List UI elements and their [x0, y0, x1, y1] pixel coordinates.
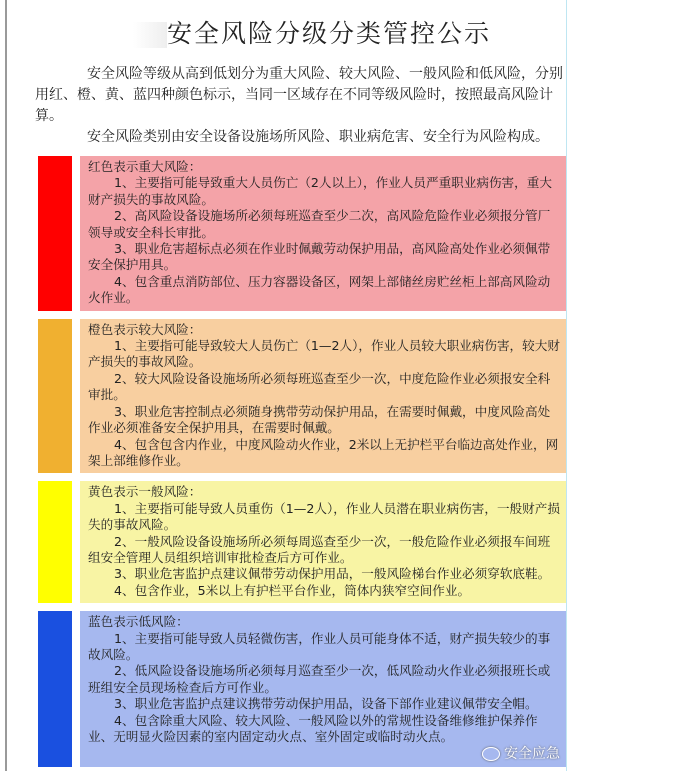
intro-paragraph-levels: 安全风险等级从高到低划分为重大风险、较大风险、一般风险和低风险，分别用红、橙、黄、蓝四种颜色标示，当同一区域存在不同等级风险时，按照最高风险计算。: [35, 66, 563, 124]
watermark: [88, 745, 560, 763]
orange-color-bar: [38, 319, 72, 474]
section-heading: 红色表示重大风险：: [88, 159, 202, 174]
watermark-text: 安全应急: [504, 746, 560, 763]
yellow-risk-box: [80, 481, 566, 603]
orange-risk-box: [80, 319, 566, 474]
list-item: 3、职业危害超标点必须在作业时佩戴劳动保护用品，高风险高处作业必须佩带安全保护用具。: [88, 241, 551, 273]
section-yellow-general-risk: [38, 481, 566, 603]
red-color-bar: [38, 156, 72, 311]
intro: [35, 64, 563, 148]
wechat-icon: [482, 747, 500, 761]
list-item: 1、主要指可能导致重大人员伤亡（2人以上），作业人员严重职业病伤害，重大财产损失的事故风险。: [88, 175, 552, 207]
list-item: 2、高风险设备设施场所必须每班巡查至少二次，高风险危险作业必须报分管厂领导或安全科长审批。: [88, 208, 551, 240]
list-item: 3、职业危害监护点建议携带劳动保护用品，设备下部作业建议佩带安全帽。: [114, 696, 538, 712]
section-red-major-risk: [38, 156, 566, 311]
list-item: 1、主要指可能导致较大人员伤亡（1—2人），作业人员较大职业病伤害，较大财产损失的事故风险。: [88, 338, 560, 370]
section-heading: 蓝色表示低风险：: [88, 614, 189, 630]
list-item: 3、职业危害监护点建议佩带劳动保护用品，一般风险梯台作业必须穿软底鞋。: [114, 566, 551, 582]
blue-risk-box: [80, 611, 566, 767]
list-item: 1、主要指可能导致人员轻微伤害，作业人员可能身体不适，财产损失较少的事故风险。: [88, 630, 551, 662]
section-orange-large-risk: [38, 319, 566, 474]
section-heading: 橙色表示较大风险：: [88, 321, 202, 337]
section-heading: 黄色表示一般风险：: [88, 484, 202, 500]
list-item: 2、低风险设备设施场所必须每月巡查至少一次，低风险动火作业必须报班长或班组安全员现场检查后方可作业。: [88, 663, 551, 695]
list-item: 4、包含包含内作业，中度风险动火作业，2米以上无护栏平台临边高处作业，网架上部维修作业。: [88, 436, 559, 468]
document-page: [5, 0, 567, 771]
faded-title-prefix: [133, 22, 167, 48]
list-item: 1、主要指可能导致人员重伤（1—2人），作业人员潜在职业病伤害，一般财产损失的事故风险。: [88, 500, 560, 533]
title-text: 安全风险分级分类管控公示: [166, 19, 491, 48]
section-blue-low-risk: [38, 611, 566, 767]
yellow-color-bar: [38, 481, 72, 603]
list-item: 4、包含除重大风险、较大风险、一般风险以外的常规性设备维修维护保养作业、无明显火险因素的室内固定动火点、室外固定或临时动火点。: [88, 712, 538, 744]
intro-paragraph-categories: 安全风险类别由安全设备设施场所风险、职业病危害、安全行为风险构成。: [87, 129, 549, 145]
page-title: [62, 18, 562, 50]
list-item: 4、包含重点消防部位、压力容器设备区，网架上部储丝房贮丝柜上部高风险动火作业。: [88, 273, 551, 306]
blue-color-bar: [38, 611, 72, 767]
red-risk-box: [80, 156, 566, 311]
list-item: 2、较大风险设备设施场所必须每班巡查至少一次，中度危险作业必须报安全科审批。: [88, 370, 551, 403]
list-item: 4、包含作业，5米以上有护栏平台作业，筒体内狭窄空间作业。: [114, 582, 471, 598]
list-item: 2、一般风险设备设施场所必须每周巡查至少一次，一般危险作业必须报车间班组安全管理人员组织培训审批检查后方可作业。: [88, 533, 551, 565]
list-item: 3、职业危害控制点必须随身携带劳动保护用品，在需要时佩戴，中度风险高处作业必须准备安全保护用具，在需要时佩戴。: [88, 403, 551, 436]
